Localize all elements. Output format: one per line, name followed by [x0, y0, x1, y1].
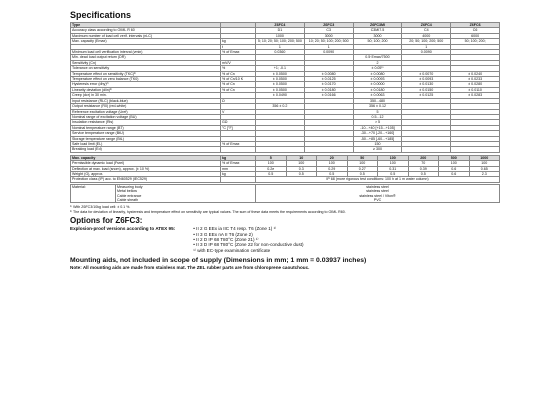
table-cell: 100	[439, 161, 470, 166]
material-part: Cable sheath	[117, 198, 139, 202]
table-cell: ± 0.0063	[353, 93, 402, 98]
table-cell: 0.5	[286, 171, 317, 176]
table-cell: ± 0.0150	[402, 87, 451, 92]
explosion-item: • II 3 G EEx nA II T6 (Zone 2)	[193, 231, 253, 237]
footnote: ²⁾ The data for deviation of linearity, hysteresis and temperature effect on sensitivity are typical values. The sum of these data meets the requirements according to OIML R60.	[70, 209, 346, 214]
table-cell: kg	[221, 171, 256, 176]
table-cell: Max. capacity	[71, 155, 221, 160]
table-cell: ± 0.0093	[353, 77, 402, 82]
table-cell: 0.0360	[256, 50, 305, 55]
table-cell: ± 0.0080	[353, 71, 402, 76]
table-cell: ± 0.0180	[353, 87, 402, 92]
table-cell: +1; -0.1	[256, 66, 305, 71]
table-cell: Min. dead load output return (DR)	[71, 55, 221, 60]
table-cell: 5	[256, 155, 287, 160]
table-cell: C6	[451, 28, 500, 33]
table-cell: 70	[408, 161, 439, 166]
table-cell: Sensitivity (Cn)	[71, 60, 221, 65]
table-cell: mV/V	[221, 60, 256, 65]
table-cell: Breaking load (Ed)	[71, 147, 221, 152]
table-cell: V	[221, 109, 256, 114]
table-cell: 6000	[451, 33, 500, 38]
table-cell: 0.29	[317, 166, 348, 171]
table-cell: ± 0.0110	[451, 87, 500, 92]
table-cell: ≥ 300	[353, 147, 402, 152]
table-cell: Minimum load cell verification interval (vmin)	[71, 50, 221, 55]
table-cell: GΩ	[221, 120, 256, 125]
table-cell: % of Emax	[221, 141, 256, 146]
table-cell: C3MI7.5	[353, 28, 402, 33]
table-cell: Max. capacity (Emax)	[71, 39, 221, 44]
table-cell: ± 0.0233	[451, 77, 500, 82]
table-cell: 0.0090	[402, 50, 451, 55]
table-cell	[304, 147, 353, 152]
table-cell: ± 0.0240	[451, 71, 500, 76]
table-cell: 100	[256, 161, 287, 166]
table-cell: Temperature effect on zero balance (TK0)	[71, 77, 221, 82]
table-cell: Z6FC3	[304, 23, 353, 28]
material-part: Measuring body	[117, 184, 143, 189]
material-parts	[116, 184, 256, 203]
table-cell: 1000	[256, 33, 305, 38]
table-cell: 0.5	[256, 171, 287, 176]
explosion-item: • II 3 D IP 68 T80°C (Zone 22 for non-conductive dust)	[193, 242, 304, 248]
table-cell: % of Cn	[221, 87, 256, 92]
table-cell: Z6FC4	[256, 23, 305, 28]
table-cell: Creep (dcr) in 30 min.	[71, 93, 221, 98]
footnote: ¹⁾ With Z6FC3/10kg load cell: ± 0.1 %.	[70, 205, 131, 210]
table-cell: -50...+85 [-60...+185]	[353, 136, 402, 141]
table-cell: 0.5	[408, 171, 439, 176]
table-cell: 100	[378, 155, 409, 160]
table-cell	[221, 177, 256, 182]
spec-sheet	[70, 10, 500, 270]
material-table	[70, 184, 500, 204]
mounting-note: Note: All mounting aids are made from stainless mat. The ZEL rubber parts are from chloroprene caoutchouc.	[70, 265, 310, 271]
explosion-lead: Explosion-proof versions according to ATEX 95:	[70, 226, 176, 232]
table-cell: Maximum number of load cell verif. intervals (nLC)	[71, 33, 221, 38]
table-cell: Safe load limit (EL)	[71, 141, 221, 146]
table-cell: 5	[353, 109, 402, 114]
table-cell: 20; 50; 100; 200; 500	[402, 39, 451, 44]
table-cell: Deflection at max. load (snom), approx. (± 10 %)	[71, 166, 221, 171]
table-cell: ± 0.0500	[256, 87, 305, 92]
table-cell	[402, 147, 451, 152]
material-part: Cable entrance	[117, 193, 142, 198]
table-cell: 100	[317, 161, 348, 166]
table-cell: -30...+70 [-20...+160]	[353, 131, 402, 136]
table-cell: 0.3	[286, 166, 317, 171]
table-cell: 0.5...12	[353, 114, 402, 119]
table-cell: t	[221, 44, 256, 49]
table-cell: 1000	[469, 155, 500, 160]
footnotes	[70, 205, 500, 214]
table-cell: 0.5·Emax/7500	[353, 55, 402, 60]
table-cell: ± 0.0490	[256, 93, 305, 98]
table-cell: 50	[347, 155, 378, 160]
table-cell: ± 0.0125	[402, 93, 451, 98]
table-cell: Linearity deviation (dlin)²⁾	[71, 87, 221, 92]
table-cell: %	[221, 66, 256, 71]
table-cell: 5; 10; 20; 50; 100; 200; 500	[256, 39, 305, 44]
table-cell: ± 0.0093	[402, 77, 451, 82]
table-cell: ± 0.0130	[402, 82, 451, 87]
table-cell: 0.31	[378, 166, 409, 171]
table-cell: 1	[256, 44, 305, 49]
table-cell: Protection class (IP) acc. to EN60529 (IEC529)	[71, 177, 221, 182]
table-cell: 0.0090	[304, 50, 353, 55]
table-cell: 50; 100; 200;	[451, 39, 500, 44]
table-cell: 500	[439, 155, 470, 160]
table-cell: Z6FC6	[451, 23, 500, 28]
table-cell: Nominal range of excitation voltage (BU)	[71, 114, 221, 119]
table-cell: D1	[256, 28, 305, 33]
explosion-item: • II 2 G EEx ia IIC T4 resp. T6 (Zone 1) ¹⁾	[193, 226, 277, 232]
table-cell: 0.5	[378, 171, 409, 176]
table-cell: ± 0.0125	[304, 77, 353, 82]
table-cell: ± 0.0283	[451, 93, 500, 98]
table-cell: Type	[71, 23, 221, 28]
table-cell	[256, 147, 305, 152]
table-cell	[451, 147, 500, 152]
table-cell: 0.65	[469, 166, 500, 171]
table-cell: 4000	[402, 33, 451, 38]
table-cell: Reference excitation voltage (Uref)	[71, 109, 221, 114]
table-cell: Hysteresis error (dhy)²⁾	[71, 82, 221, 87]
material-value: stainless steel	[366, 189, 389, 194]
table-cell: 3000	[304, 33, 353, 38]
table-cell: % of Cn/10 K	[221, 77, 256, 82]
table-cell: 50; 100; 200	[353, 39, 402, 44]
table-cell: °C [°F]	[221, 125, 256, 130]
table-cell: C4	[402, 28, 451, 33]
material-values	[256, 184, 500, 203]
table-cell: Temperature effect on sensitivity (TKC)²⁾	[71, 71, 221, 76]
explosion-versions	[70, 226, 500, 253]
table-cell: 1	[304, 44, 353, 49]
table-cell: Insulation resistance (Ris)	[71, 120, 221, 125]
options-title: Options for Z6FC3:	[70, 216, 143, 226]
table-cell: kg	[221, 155, 256, 160]
table-cell: 356 ± 0.12	[353, 104, 402, 109]
table-cell: 100	[378, 161, 409, 166]
table-cell: % of Cn	[221, 82, 256, 87]
table-cell: 0.5	[347, 171, 378, 176]
table-cell: 350...480	[353, 98, 402, 103]
table-cell: -10...+40 [+15...+105]	[353, 125, 402, 130]
table-cell: ± 0.0166	[304, 93, 353, 98]
mounting-title: Mounting aids, not included in scope of supply (Dimensions in mm; 1 mm = 0.03937 inches)	[70, 257, 367, 265]
explosion-items	[193, 226, 303, 253]
explosion-item: ¹⁾ with EC-type examination certificate	[193, 247, 271, 253]
page-title: Specifications	[70, 10, 132, 20]
material-part: Metal bellow	[117, 189, 137, 194]
table-cell: 0.27	[347, 166, 378, 171]
table-cell: 150	[353, 141, 402, 146]
table-cell: ± 0.0000	[353, 82, 402, 87]
table-cell: 10	[286, 155, 317, 160]
table-cell: 100	[347, 161, 378, 166]
table-cell: 200	[408, 155, 439, 160]
table-cell: 10; 20; 50; 100; 200; 500	[304, 39, 353, 44]
table-cell: 100	[469, 161, 500, 166]
table-cell: C3	[304, 28, 353, 33]
table-cell	[221, 147, 256, 152]
table-cell: 0.5	[317, 171, 348, 176]
table-cell: % of Emax	[221, 50, 256, 55]
table-cell: Service temperature range (BtU)	[71, 131, 221, 136]
table-cell: Tolerance on sensitivity	[71, 66, 221, 71]
table-cell: Weight (G), approx.	[71, 171, 221, 176]
table-cell: IP 68 (more rigorous test conditions: 100 h at 1 m water column)	[256, 177, 500, 182]
table-cell: ± 0.0500	[256, 82, 305, 87]
table-cell: > 5	[353, 120, 402, 125]
explosion-item: • II 2 D IP 68 T80°C (Zone 21) ¹⁾	[193, 237, 259, 243]
table-cell: ± 0.0500	[256, 71, 305, 76]
table-cell: 0.6	[439, 171, 470, 176]
table-cell: ± 0.0070	[402, 71, 451, 76]
table-cell: Output resistance (R0) (red-white)	[71, 104, 221, 109]
table-cell: ± 0.0180	[304, 87, 353, 92]
table-cell: 20	[317, 155, 348, 160]
table-cell: 2.3	[469, 171, 500, 176]
table-cell: Z6FC3MI	[353, 23, 402, 28]
table-row	[71, 177, 500, 182]
table-cell: ± 0.0500	[256, 77, 305, 82]
table-cell: mm	[221, 166, 256, 171]
table-cell: Storage temperature range (BtL)	[71, 136, 221, 141]
table-cell: % of Emax	[221, 161, 256, 166]
table-cell: 2	[353, 60, 402, 65]
spec-table	[70, 22, 500, 153]
capacity-table	[70, 155, 500, 183]
material-value: stainless steel / Viton®	[359, 193, 396, 198]
table-cell: % of Cn	[221, 71, 256, 76]
table-cell: Nominal temperature range (BT)	[71, 125, 221, 130]
table-cell: 0.39	[408, 166, 439, 171]
table-cell: 1	[402, 44, 451, 49]
table-cell: 0.2e	[256, 166, 287, 171]
table-cell: Accuracy class according to OIML R 60	[71, 28, 221, 33]
material-value: PVC	[373, 198, 382, 202]
table-cell: ± 0.0170	[304, 82, 353, 87]
material-label: Material:	[71, 184, 116, 203]
table-cell: 0.6	[439, 166, 470, 171]
table-cell: Ω	[221, 98, 256, 103]
table-cell: kg	[221, 39, 256, 44]
table-cell: 100	[286, 161, 317, 166]
table-cell: 3000	[353, 33, 402, 38]
table-cell: Input resistance (RLC) (black-blue)	[71, 98, 221, 103]
material-value: stainless steel	[366, 184, 389, 189]
table-cell: ± 0.0080	[304, 71, 353, 76]
table-cell: Permissible dynamic load (Fsrel)	[71, 161, 221, 166]
table-cell: ± 0.05¹⁾	[353, 66, 402, 71]
table-cell: 356 ± 0.2	[256, 104, 305, 109]
table-cell: ± 0.0280	[451, 82, 500, 87]
table-cell: Z6FC4	[402, 23, 451, 28]
table-row	[71, 147, 500, 152]
